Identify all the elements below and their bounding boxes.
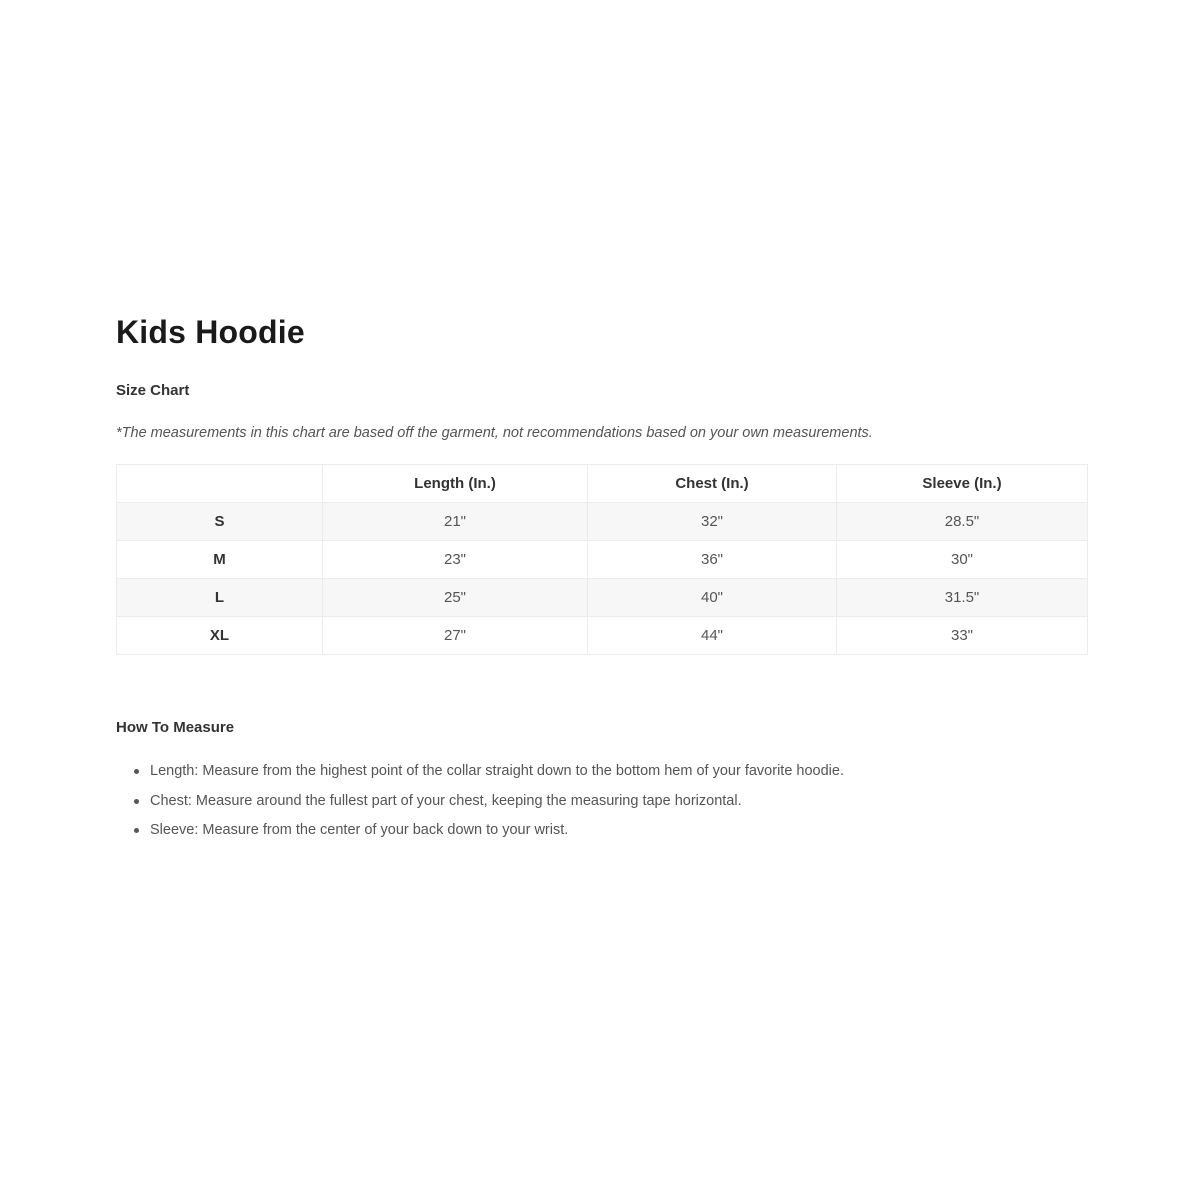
chest-value: 36" (588, 541, 837, 579)
measure-instruction-length: Length: Measure from the highest point of the collar straight down to the bottom hem of your favorite hoodie. (150, 763, 844, 779)
chest-value: 32" (588, 503, 837, 541)
sleeve-value: 30" (837, 541, 1088, 579)
header-length: Length (In.) (323, 465, 588, 503)
chest-value: 40" (588, 579, 837, 617)
header-chest: Chest (In.) (588, 465, 837, 503)
how-to-measure-heading: How To Measure (116, 719, 235, 736)
length-value: 25" (323, 579, 588, 617)
size-chart-disclaimer: *The measurements in this chart are based off the garment, not recommendations based on your own measurements. (116, 425, 873, 441)
how-to-measure-list (130, 760, 844, 849)
measure-instruction-chest: Chest: Measure around the fullest part of your chest, keeping the measuring tape horizontal. (150, 792, 742, 809)
measure-instruction-sleeve: Sleeve: Measure from the center of your back down to your wrist. (150, 822, 569, 838)
list-item (130, 790, 844, 820)
size-chart-table (116, 464, 1088, 655)
header-size (117, 465, 323, 503)
length-value: 23" (323, 541, 588, 579)
length-value: 27" (323, 617, 588, 655)
table-header-row (117, 465, 1088, 503)
header-sleeve: Sleeve (In.) (837, 465, 1088, 503)
list-item (130, 760, 844, 790)
table-row (117, 617, 1088, 655)
size-chart-heading: Size Chart (116, 382, 190, 399)
bullet-icon (134, 769, 139, 774)
sleeve-value: 31.5" (837, 579, 1088, 617)
table-row (117, 579, 1088, 617)
size-label: L (117, 579, 323, 617)
list-item (130, 819, 844, 849)
page-title: Kids Hoodie (116, 314, 305, 350)
bullet-icon (134, 828, 139, 833)
sleeve-value: 28.5" (837, 503, 1088, 541)
table-row (117, 541, 1088, 579)
size-label: M (117, 541, 323, 579)
size-label: S (117, 503, 323, 541)
chest-value: 44" (588, 617, 837, 655)
length-value: 21" (323, 503, 588, 541)
table-row (117, 503, 1088, 541)
bullet-icon (134, 799, 139, 804)
size-label: XL (117, 617, 323, 655)
sleeve-value: 33" (837, 617, 1088, 655)
